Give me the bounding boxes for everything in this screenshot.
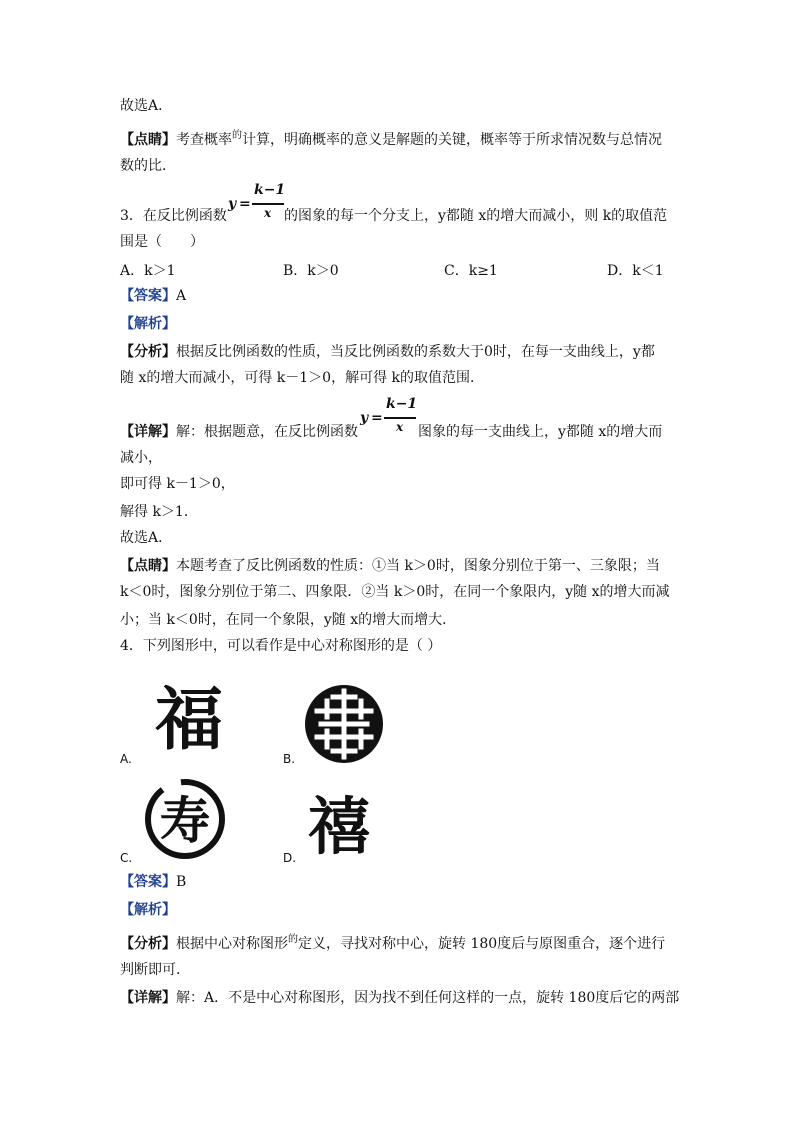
comment-tag: 【点睛】	[120, 558, 176, 574]
text: 的	[232, 130, 242, 141]
text: k＜0时，图象分别位于第二、四象限．②当 k＞0时，在同一个象限内，y随 x的增大而减	[120, 584, 670, 600]
text: 根据中心对称图形	[176, 936, 288, 952]
text: 解：A．不是中心对称图形，因为找不到任何这样的一点，旋转 180度后它的两部	[176, 990, 680, 1006]
answer-value: B	[176, 874, 187, 890]
text-line	[120, 96, 172, 116]
formula-y: y	[360, 410, 369, 426]
text-line	[120, 610, 456, 630]
question-3-line2	[120, 232, 204, 252]
xiangjie-tag: 【详解】	[120, 424, 176, 440]
xiangjie-line	[120, 422, 358, 442]
fenxi-tag: 【分析】	[120, 936, 176, 952]
question-text: 的图象的每一个分支上，y都随 x的增大而减小，则 k的取值范	[284, 208, 668, 224]
caption-b: B.	[283, 752, 296, 766]
text-line	[120, 474, 235, 494]
option-c: C．k≥1	[444, 263, 498, 279]
text: 解：根据题意，在反比例函数	[176, 424, 358, 440]
formula	[360, 398, 420, 438]
text: 即可得 k－1＞0，	[120, 476, 235, 492]
formula-eq: =	[239, 196, 251, 212]
text: 计算，明确概率的意义是解题的关键，概率等于所求情况数与总情况	[242, 132, 662, 148]
option-b: B．k＞0	[283, 263, 339, 279]
fraction-bar	[252, 203, 284, 205]
answer-value: A	[176, 288, 187, 304]
answer-tag: 【答案】	[120, 874, 176, 890]
text: 根据反比例函数的性质，当反比例函数的系数大于0时，在每一支曲线上，y都	[176, 344, 655, 360]
comment-line	[120, 556, 660, 576]
text-line	[418, 422, 662, 442]
text-line	[120, 960, 190, 980]
text-line	[120, 502, 198, 522]
answer-tag: 【答案】	[120, 288, 176, 304]
comment-line	[120, 130, 662, 152]
question-4	[120, 636, 441, 656]
text: 本题考查了反比例函数的性质：①当 k＞0时，图象分别位于第一、三象限；当	[176, 558, 660, 574]
text: 考查概率	[176, 132, 232, 148]
text: 减小，	[120, 450, 162, 466]
text: 小；当 k＜0时，在同一个象限，y随 x的增大而增大．	[120, 612, 457, 628]
question-text: 围是（ ）	[120, 234, 204, 250]
analysis-tag: 【解析】	[120, 902, 176, 918]
text: 判断即可．	[120, 962, 190, 978]
text: 故选A．	[120, 530, 173, 546]
caption-a: A.	[120, 752, 132, 766]
fenxi-line	[120, 934, 665, 956]
answer-line	[120, 872, 186, 892]
text: 定义，寻找对称中心，旋转 180度后与原图重合，逐个进行	[298, 936, 666, 952]
question-3-cont	[284, 206, 667, 226]
text-line	[120, 156, 176, 176]
text: 随 x的增大而减小，可得 k－1＞0，解可得 k的取值范围．	[120, 370, 485, 386]
seal-c-char: 寿	[160, 791, 210, 850]
text: 的	[288, 934, 298, 945]
seal-a-char: 福	[154, 680, 224, 757]
seal-a-image	[148, 675, 230, 757]
fenxi-tag: 【分析】	[120, 344, 176, 360]
seal-b-image	[303, 683, 385, 765]
formula-denominator: x	[264, 206, 272, 220]
formula-denominator: x	[396, 420, 404, 434]
fraction-bar	[384, 417, 416, 419]
analysis-tag: 【解析】	[120, 316, 176, 332]
text: 图象的每一支曲线上，y都随 x的增大而	[418, 424, 663, 440]
formula-eq: =	[371, 410, 383, 426]
fenxi-line	[120, 342, 655, 362]
text: 数的比．	[120, 158, 176, 174]
text-line	[120, 582, 669, 602]
formula-y: y	[228, 196, 237, 212]
text-line	[120, 528, 172, 548]
xiangjie-tag: 【详解】	[120, 990, 176, 1006]
analysis-line	[120, 900, 176, 920]
seal-d-char: 禧	[307, 790, 371, 860]
xiangjie-line	[120, 988, 679, 1008]
seal-d-image	[302, 786, 376, 860]
text: 解得 k＞1．	[120, 504, 198, 520]
caption-d: D.	[283, 851, 297, 865]
text-line	[120, 368, 484, 388]
option-a: A．k＞1	[120, 263, 176, 279]
option-d: D．k＜1	[607, 263, 664, 279]
caption-c: C.	[120, 851, 133, 865]
formula-numerator: k−1	[386, 396, 418, 412]
seal-c-image	[144, 778, 226, 860]
answer-line	[120, 286, 186, 306]
formula-numerator: k−1	[254, 182, 286, 198]
comment-tag: 【点睛】	[120, 132, 176, 148]
question-text: 4．下列图形中，可以看作是中心对称图形的是（ ）	[120, 638, 442, 654]
question-3	[120, 206, 227, 226]
text-line	[120, 448, 162, 468]
question-text: 3．在反比例函数	[120, 208, 227, 224]
formula	[228, 184, 288, 224]
analysis-line	[120, 314, 176, 334]
text: 故选A．	[120, 98, 173, 114]
